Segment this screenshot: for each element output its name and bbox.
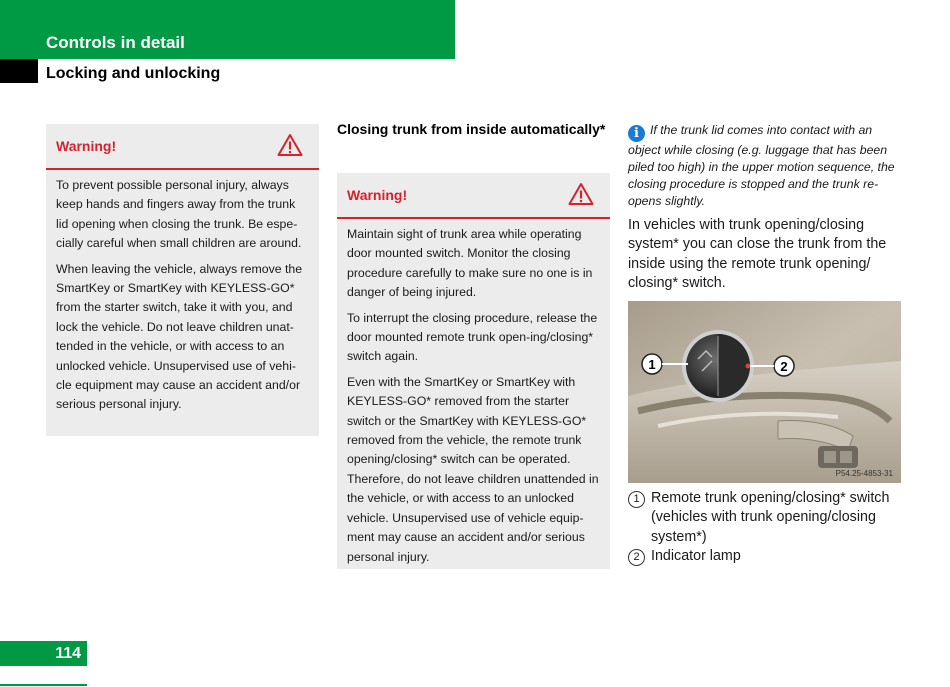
warning-box-2 (337, 173, 610, 569)
warning-header (337, 173, 610, 219)
legend (628, 489, 908, 567)
legend-text: Remote trunk opening/closing* switch (vehicles with trunk opening/closing system*) (651, 490, 890, 545)
info-icon: i (628, 125, 645, 142)
legend-text: Indicator lamp (651, 548, 741, 565)
door-switch-photo (628, 301, 901, 483)
chapter-title: Controls in detail (46, 33, 185, 52)
image-code: P54.25-4853-31 (835, 469, 893, 478)
callout-label: 2 (780, 359, 788, 374)
subsection-heading: Closing trunk from inside automatically* (337, 121, 606, 137)
warning-label: Warning! (347, 187, 408, 203)
legend-item (628, 489, 908, 547)
warning-box-1 (46, 124, 319, 436)
page-number-box (0, 641, 87, 666)
warning-body (46, 170, 319, 429)
callout-label: 1 (648, 357, 656, 372)
footer-rule (0, 684, 87, 686)
body-paragraph: In vehicles with trunk opening/closing system* you can close the trunk from the inside using the remote trunk opening/ closing* switch. (628, 217, 887, 292)
legend-number: 2 (628, 549, 645, 566)
page-number: 114 (55, 645, 81, 662)
warning-triangle-icon (568, 182, 594, 206)
warning-paragraph: To prevent possible personal injury, always keep hands and fingers away from the trunk lid opening when closing the trunk. Be espe-cially careful when small children are around. (56, 178, 302, 251)
section-title: Locking and unlocking (46, 65, 221, 82)
warning-paragraph: When leaving the vehicle, always remove the SmartKey or SmartKey with KEYLESS-GO* from the starter switch, take it with you, and lock the vehicle. Do not leave children unat-tended in the vehicle, or with access to an unlocked vehicle. Unsupervised use of vehi-cle equipment may cause an accident and/or serious personal injury. (56, 261, 303, 412)
section-marker (0, 59, 38, 83)
warning-body (337, 219, 610, 581)
warning-label: Warning! (56, 138, 117, 154)
info-note-text: If the trunk lid comes into contact with an object while closing (e.g. luggage that has been piled too high) in the upper motion sequence, the closing procedure is stopped and the trunk re-opens slightly. (628, 123, 895, 208)
warning-triangle-icon (277, 133, 303, 157)
warning-header (46, 124, 319, 170)
legend-item (628, 547, 908, 566)
warning-paragraph: Even with the SmartKey or SmartKey with KEYLESS-GO* removed from the starter switch or the SmartKey with KEYLESS-GO* removed from the vehicle, the remote trunk opening/closing* switch can be operated. Therefore, do not leave children unattended in the vehicle, or with access to an unlocked vehicle. Unsupervised use of vehicle equip-ment may cause an accident and/or serious personal injury. (347, 374, 599, 564)
info-note (628, 122, 908, 210)
warning-paragraph: Maintain sight of trunk area while operating door mounted switch. Monitor the closing procedure carefully to make sure no one is in danger of being injured. (347, 227, 593, 300)
legend-number: 1 (628, 491, 645, 508)
warning-paragraph: To interrupt the closing procedure, release the door mounted remote trunk open-ing/closing* switch again. (347, 310, 598, 364)
